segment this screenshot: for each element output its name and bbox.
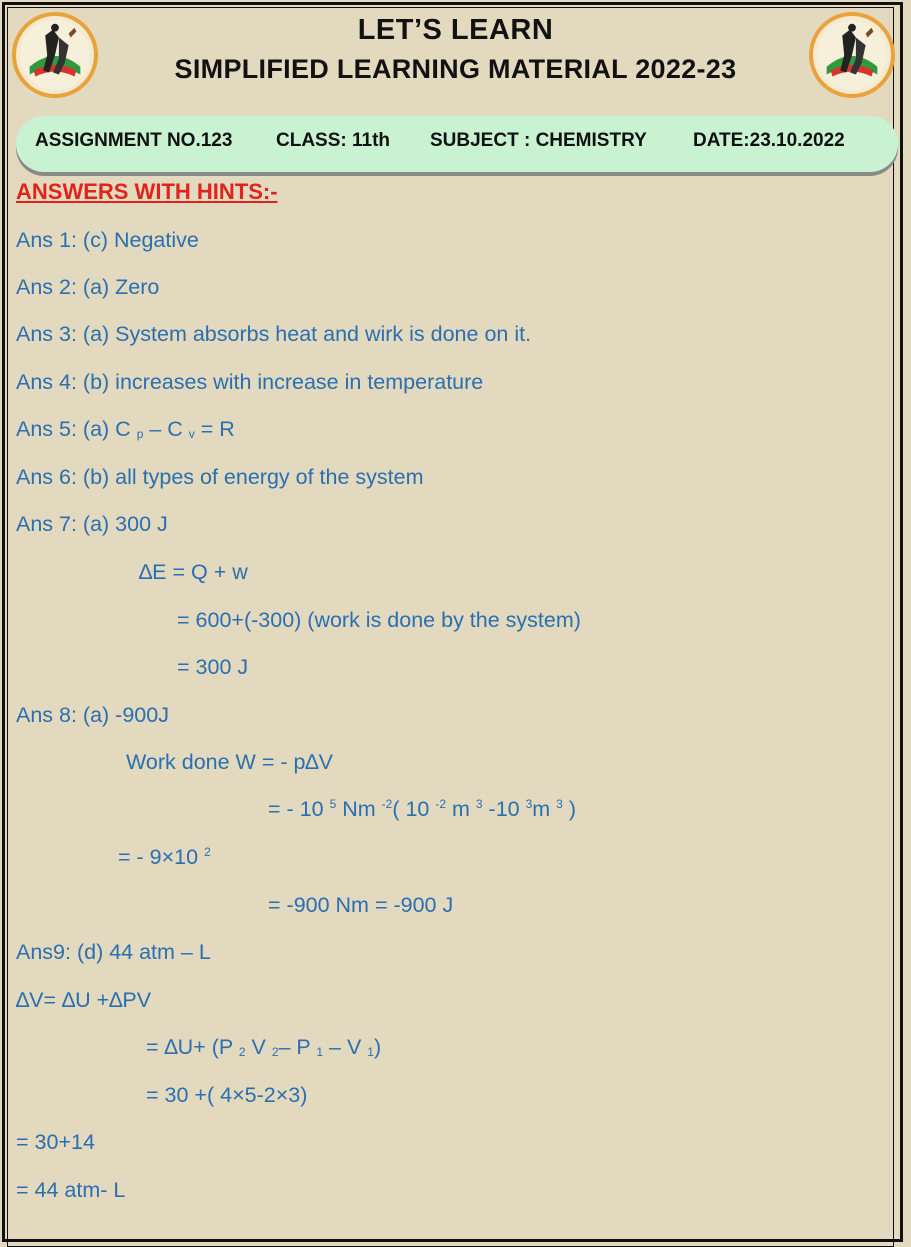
- answer-8-step-3: = - 9×10 $^2$: [118, 845, 211, 869]
- answer-8-step-2: = - 10 $^5$ Nm $^{-2}$( 10 $^{-2}$ m $^3$ -10 $^3$m $^3$ ): [268, 797, 576, 821]
- answer-1: Ans 1: (c) Negative: [16, 228, 199, 252]
- answer-9-step-2: = ∆U+ (P $_2$ V $_2$– P $_1$ – V $_1$): [146, 1035, 382, 1059]
- answer-4: Ans 4: (b) increases with increase in temperature: [16, 370, 484, 394]
- answer-9: Ans9: (d) 44 atm – L: [16, 940, 211, 964]
- page-title: LET’S LEARN: [357, 14, 554, 46]
- answer-9-step-4: = 30+14: [16, 1130, 95, 1154]
- page-subtitle: SIMPLIFIED LEARNING MATERIAL 2022-23: [174, 54, 737, 84]
- answer-8-step-1: Work done W = - p∆V: [126, 750, 333, 774]
- subject-label: SUBJECT : CHEMISTRY: [430, 130, 647, 151]
- answer-8-step-4: = -900 Nm = -900 J: [268, 893, 454, 917]
- answer-7: Ans 7: (a) 300 J: [16, 512, 168, 536]
- answer-9-step-1: ∆V= ∆U +∆PV: [16, 988, 152, 1012]
- class-label: CLASS: 11th: [276, 130, 391, 151]
- answers-heading: ANSWERS WITH HINTS:-: [16, 179, 278, 204]
- answer-7-step-3: = 300 J: [177, 655, 249, 679]
- assignment-banner: [16, 116, 898, 172]
- answer-6: Ans 6: (b) all types of energy of the system: [16, 465, 424, 489]
- answer-7-step-1: ∆E = Q + w: [139, 560, 248, 584]
- answer-9-step-5: = 44 atm- L: [16, 1178, 126, 1202]
- answer-3: Ans 3: (a) System absorbs heat and wirk is done on it.: [16, 322, 532, 346]
- date-label: DATE:23.10.2022: [693, 130, 845, 151]
- answer-9-step-3: = 30 +( 4×5-2×3): [146, 1083, 308, 1107]
- answer-8: Ans 8: (a) -900J: [16, 703, 169, 727]
- answer-7-step-2: = 600+(-300) (work is done by the system): [177, 608, 581, 632]
- answer-5: Ans 5: (a) C $_p$ – C $_v$ = R: [16, 417, 235, 441]
- assignment-number: ASSIGNMENT NO.123: [35, 130, 233, 151]
- answer-2: Ans 2: (a) Zero: [16, 275, 160, 299]
